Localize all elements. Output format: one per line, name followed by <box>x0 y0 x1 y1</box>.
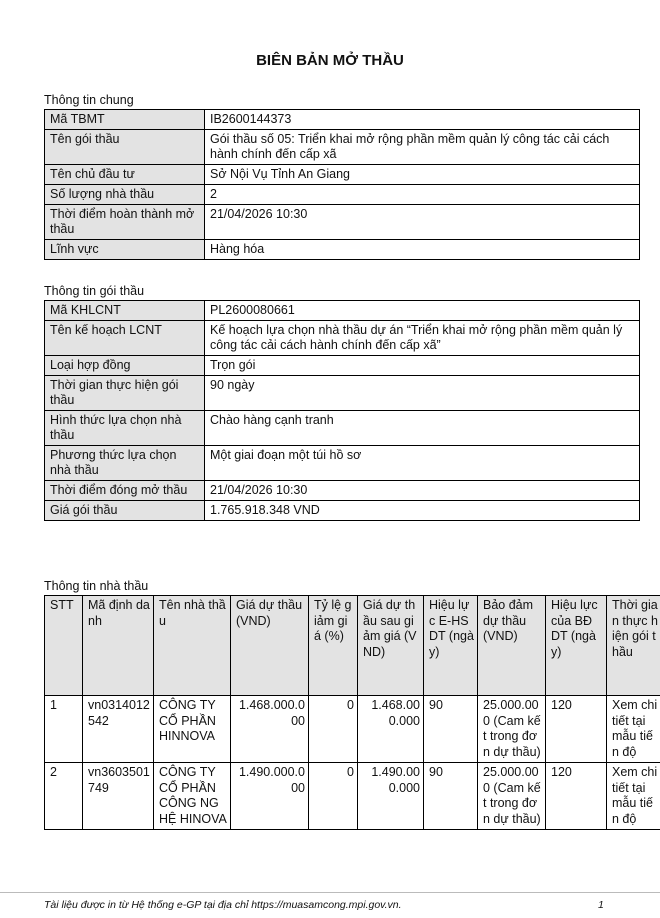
cell-security: 25.000.000 (Cam kết trong đơn dự thầu) <box>478 763 546 830</box>
field-label: Thời gian thực hiện gói thầu <box>45 376 205 411</box>
table-row <box>45 501 640 521</box>
field-label: Phương thức lựa chọn nhà thầu <box>45 446 205 481</box>
cell-price-after-discount: 1.490.000.000 <box>358 763 424 830</box>
table-row <box>45 696 660 763</box>
field-value: 2 <box>205 185 640 205</box>
table-row <box>45 446 640 481</box>
section-general-label: Thông tin chung <box>44 93 134 107</box>
field-label: Lĩnh vực <box>45 240 205 260</box>
table-row <box>45 240 640 260</box>
cell-security-validity: 120 <box>546 763 607 830</box>
table-row <box>45 110 640 130</box>
cell-duration: Xem chi tiết tại mẫu tiến độ <box>607 763 660 830</box>
field-label: Loại hợp đồng <box>45 356 205 376</box>
column-header: Hiệu lực của BĐ DT (ngày) <box>546 596 607 696</box>
column-header: Hiệu lực E-HSDT (ngày) <box>424 596 478 696</box>
package-info-table <box>44 300 640 521</box>
column-header: Bảo đảm dự thầu (VND) <box>478 596 546 696</box>
field-value: Chào hàng cạnh tranh <box>205 411 640 446</box>
column-header: Giá dự thầu sau giảm giá (VND) <box>358 596 424 696</box>
column-header: Thời gian thực hiện gói thầu <box>607 596 660 696</box>
field-value: 21/04/2026 10:30 <box>205 205 640 240</box>
table-row <box>45 356 640 376</box>
field-value: PL2600080661 <box>205 301 640 321</box>
field-value: Trọn gói <box>205 356 640 376</box>
column-header: Mã định danh <box>83 596 154 696</box>
field-value: Hàng hóa <box>205 240 640 260</box>
field-value: 1.765.918.348 VND <box>205 501 640 521</box>
cell-stt: 1 <box>45 696 83 763</box>
field-label: Mã KHLCNT <box>45 301 205 321</box>
table-row <box>45 481 640 501</box>
field-value: Gói thầu số 05: Triển khai mở rộng phần mềm quản lý công tác cải cách hành chính đến cấp xã <box>205 130 640 165</box>
field-label: Số lượng nhà thầu <box>45 185 205 205</box>
cell-security-validity: 120 <box>546 696 607 763</box>
section-bidder-label: Thông tin nhà thầu <box>44 579 149 593</box>
cell-id: vn3603501749 <box>83 763 154 830</box>
cell-name: CÔNG TY CỔ PHẦN CÔNG NGHỆ HINOVA <box>154 763 231 830</box>
section-package-label: Thông tin gói thầu <box>44 284 145 298</box>
document-title: BIÊN BẢN MỞ THẦU <box>256 52 404 69</box>
table-row <box>45 321 640 356</box>
cell-bid-price: 1.468.000.000 <box>231 696 309 763</box>
table-row <box>45 185 640 205</box>
field-label: Thời điểm hoàn thành mở thầu <box>45 205 205 240</box>
table-row <box>45 165 640 185</box>
footer-text: Tài liệu được in từ Hệ thống e-GP tại địa chỉ https://muasamcong.mpi.gov.vn. <box>44 899 402 911</box>
field-label: Tên chủ đầu tư <box>45 165 205 185</box>
cell-discount: 0 <box>309 696 358 763</box>
table-row <box>45 763 660 830</box>
table-header-row <box>45 596 660 696</box>
field-value: 90 ngày <box>205 376 640 411</box>
cell-validity: 90 <box>424 763 478 830</box>
field-label: Mã TBMT <box>45 110 205 130</box>
table-row <box>45 130 640 165</box>
cell-duration: Xem chi tiết tại mẫu tiến độ <box>607 696 660 763</box>
cell-bid-price: 1.490.000.000 <box>231 763 309 830</box>
cell-id: vn0314012542 <box>83 696 154 763</box>
field-value: Một giai đoạn một túi hồ sơ <box>205 446 640 481</box>
table-row <box>45 205 640 240</box>
field-label: Giá gói thầu <box>45 501 205 521</box>
field-value: IB2600144373 <box>205 110 640 130</box>
field-label: Tên gói thầu <box>45 130 205 165</box>
field-label: Tên kế hoạch LCNT <box>45 321 205 356</box>
column-header: Giá dự thầu (VND) <box>231 596 309 696</box>
cell-security: 25.000.000 (Cam kết trong đơn dự thầu) <box>478 696 546 763</box>
footer-divider <box>0 892 660 893</box>
field-value: Kế hoạch lựa chọn nhà thầu dự án “Triển khai mở rộng phần mềm quản lý công tác cải cách hành chính đến cấp xã” <box>205 321 640 356</box>
cell-name: CÔNG TY CỔ PHẦN HINNOVA <box>154 696 231 763</box>
field-value: Sở Nội Vụ Tỉnh An Giang <box>205 165 640 185</box>
cell-discount: 0 <box>309 763 358 830</box>
column-header: Tên nhà thầu <box>154 596 231 696</box>
table-row <box>45 376 640 411</box>
page-number: 1 <box>598 899 604 911</box>
table-row <box>45 411 640 446</box>
cell-price-after-discount: 1.468.000.000 <box>358 696 424 763</box>
field-label: Thời điểm đóng mở thầu <box>45 481 205 501</box>
general-info-table <box>44 109 640 260</box>
column-header: Tỷ lệ giảm giá (%) <box>309 596 358 696</box>
column-header: STT <box>45 596 83 696</box>
table-row <box>45 301 640 321</box>
bidder-table <box>44 595 660 830</box>
field-value: 21/04/2026 10:30 <box>205 481 640 501</box>
cell-stt: 2 <box>45 763 83 830</box>
cell-validity: 90 <box>424 696 478 763</box>
field-label: Hình thức lựa chọn nhà thầu <box>45 411 205 446</box>
